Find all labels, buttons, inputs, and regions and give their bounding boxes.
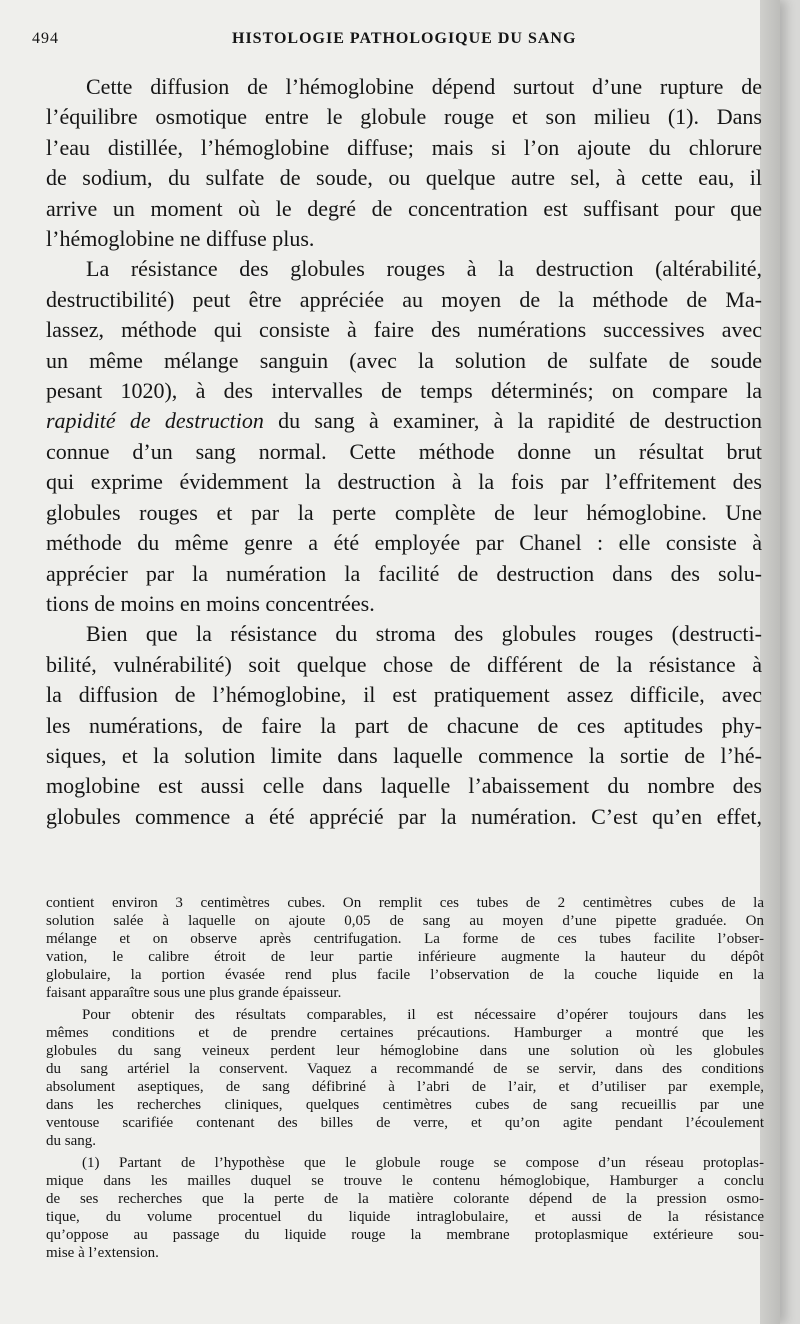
paragraph-1	[46, 72, 762, 254]
footnote-line: mique dans les mailles duquel se trouve le contenu hémoglobique, Hamburger a conclu	[46, 1173, 764, 1189]
footnote-line: globules du sang veineux perdent leur hémoglobine dans une solution où les globules	[46, 1043, 764, 1059]
footnote-line: (1) Partant de l’hypothèse que le globule rouge se compose d’un réseau protoplas-	[82, 1155, 764, 1171]
footnote-line: globulaire, la portion évasée rend plus facile l’observation de la couche liquide en la	[46, 967, 764, 983]
footnote-line: solution salée à laquelle on ajoute 0,05 de sang au moyen d’une pipette graduée. On	[46, 913, 764, 929]
text-line: lassez, méthode qui consiste à faire des numérations successives avec	[46, 317, 762, 343]
text-line: globules commence a été apprécié par la numération. C’est qu’en effet,	[46, 803, 762, 829]
footnote-line: qu’oppose au passage du liquide rouge la membrane protoplasmique extérieure sou-	[46, 1227, 764, 1243]
paragraph-3	[46, 619, 762, 832]
text-line: arrive un moment où le degré de concentration est suffisant pour que	[46, 195, 762, 221]
footnote-line: tique, du volume procentuel du liquide intraglobulaire, et aussi de la résistance	[46, 1209, 764, 1225]
running-head: HISTOLOGIE PATHOLOGIQUE DU SANG	[232, 30, 577, 47]
paragraph-2	[46, 254, 762, 619]
page-header	[32, 30, 752, 54]
footnote-line: dans les recherches cliniques, quelques centimètres cubes de sang recueillis par une	[46, 1097, 764, 1113]
footnote-paragraph	[46, 1006, 764, 1150]
footnote-line: absolument aseptiques, de sang défibriné à l’abri de l’air, et d’utiliser par exemple,	[46, 1079, 764, 1095]
text-line: siques, et la solution limite dans laquelle commence la sortie de l’hé-	[46, 742, 762, 768]
footnote-line: Pour obtenir des résultats comparables, il est nécessaire d’opérer toujours dans les	[82, 1007, 764, 1023]
text-line: qui exprime évidemment la destruction à la fois par l’effritement des	[46, 469, 762, 495]
text-line: moglobine est aussi celle dans laquelle l’abaissement du nombre des	[46, 773, 762, 799]
footnote-line: du sang.	[46, 1133, 96, 1149]
text-fragment: du sang à examiner, à la rapidité de destruction	[263, 408, 762, 434]
footnote-line: mise à l’extension.	[46, 1245, 159, 1261]
text-line: apprécier par la numération la facilité de destruction dans des solu-	[46, 560, 762, 586]
footnote-line: faisant apparaître sous une plus grande épaisseur.	[46, 985, 342, 1001]
text-line: l’eau distillée, l’hémoglobine diffuse; mais si l’on ajoute du chlorure	[46, 134, 762, 160]
footnote-line: mêmes conditions et de prendre certaines précautions. Hamburger a montré que les	[46, 1025, 764, 1041]
text-line: la diffusion de l’hémoglobine, il est pratiquement assez difficile, avec	[46, 682, 762, 708]
text-line: La résistance des globules rouges à la destruction (altérabilité,	[86, 256, 762, 282]
text-line: un même mélange sanguin (avec la solution de sulfate de soude	[46, 347, 762, 373]
text-line: pesant 1020), à des intervalles de temps déterminés; on compare la	[46, 378, 762, 404]
text-line: Bien que la résistance du stroma des globules rouges (destructi-	[86, 621, 762, 647]
footnote-line: ventouse scarifiée contenant des billes de verre, et qu’on agite pendant l’écoulement	[46, 1115, 764, 1131]
footnotes	[46, 894, 764, 1262]
italic-phrase: rapidité de destruction	[46, 408, 264, 434]
text-line: tions de moins en moins concentrées.	[46, 590, 375, 616]
text-line: connue d’un sang normal. Cette méthode donne un résultat brut	[46, 438, 762, 464]
footnote-line: du sang artériel la conservent. Vaquez a recommandé de se servir, dans des conditions	[46, 1061, 764, 1077]
footnote-1	[46, 1154, 764, 1262]
text-line	[46, 406, 762, 436]
text-line: méthode du même genre a été employée par Chanel : elle consiste à	[46, 530, 762, 556]
footnote-line: de ses recherches que la perte de la matière colorante dépend de la pression osmo-	[46, 1191, 764, 1207]
text-line: l’équilibre osmotique entre le globule rouge et son milieu (1). Dans	[46, 104, 762, 130]
text-line: globules rouges et par la perte complète de leur hémoglobine. Une	[46, 499, 762, 525]
text-line: bilité, vulnérabilité) soit quelque chose de différent de la résistance à	[46, 651, 762, 677]
text-line: les numérations, de faire la part de chacune de ces aptitudes phy-	[46, 712, 762, 738]
footnote-continued	[46, 894, 764, 1002]
text-line: de sodium, du sulfate de soude, ou quelque autre sel, à cette eau, il	[46, 165, 762, 191]
footnote-line: contient environ 3 centimètres cubes. On remplit ces tubes de 2 centimètres cubes de la	[46, 895, 764, 911]
footnote-line: mélange et on observe après centrifugation. La forme de ces tubes facilite l’obser-	[46, 931, 764, 947]
page-number: 494	[32, 30, 59, 47]
main-text	[46, 72, 762, 832]
text-line: l’hémoglobine ne diffuse plus.	[46, 226, 315, 252]
text-line: Cette diffusion de l’hémoglobine dépend surtout d’une rupture de	[86, 74, 762, 99]
footnote-line: vation, le calibre étroit de leur partie inférieure augmente la hauteur du dépôt	[46, 949, 764, 965]
text-line: destructibilité) peut être appréciée au moyen de la méthode de Ma-	[46, 286, 762, 312]
